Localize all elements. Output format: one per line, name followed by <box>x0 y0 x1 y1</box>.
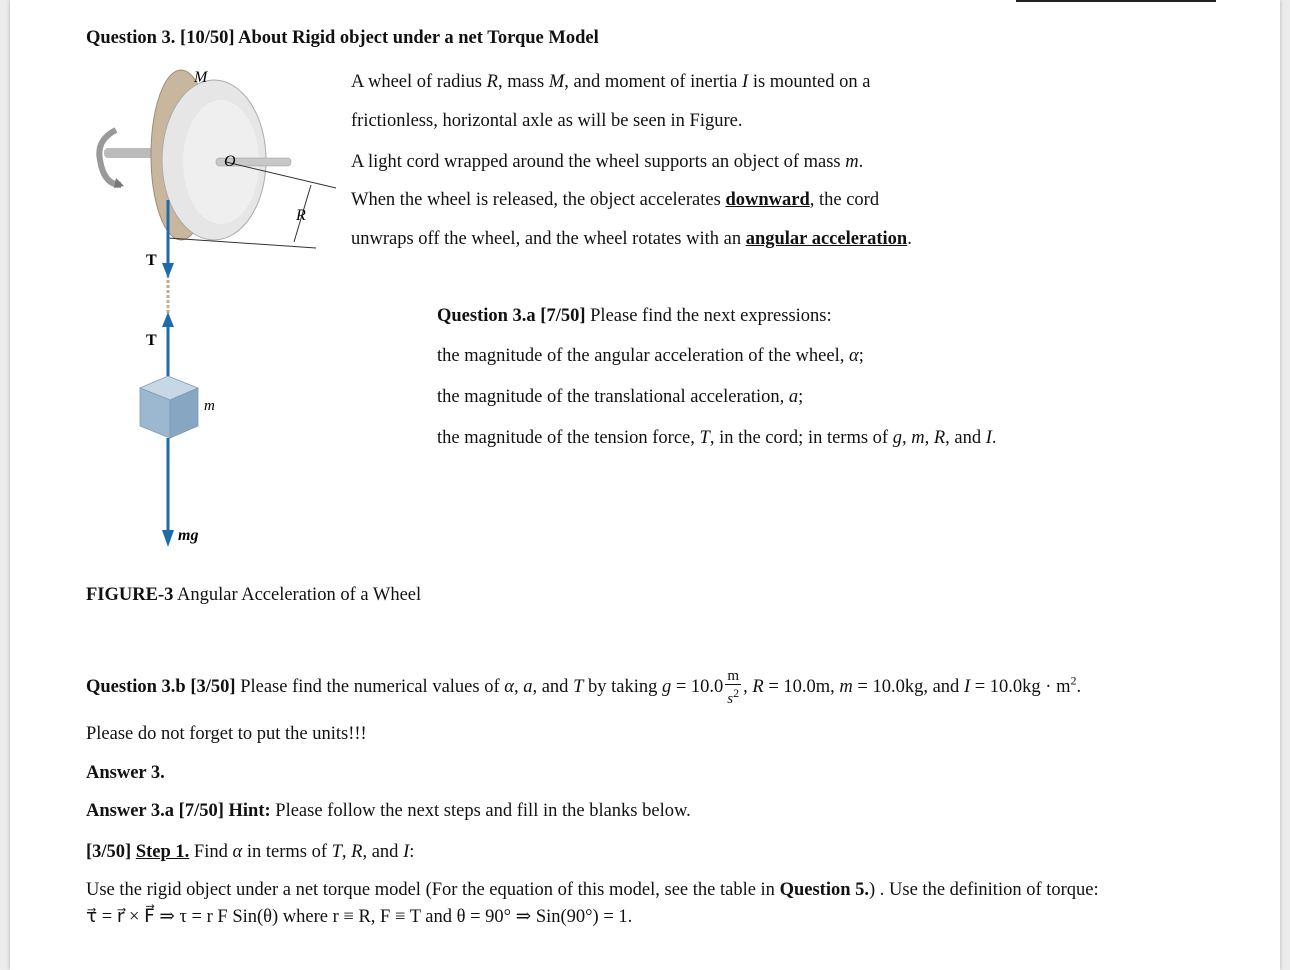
problem-line-1: A wheel of radius R, mass M, and moment of inertia I is mounted on a <box>351 72 871 92</box>
label-mg: mg <box>178 527 199 544</box>
question-a-item-2: the magnitude of the translational acceleration, a; <box>437 387 804 407</box>
label-m: m <box>204 398 215 414</box>
document-page <box>10 0 1280 970</box>
question-title: Question 3. [10/50] About Rigid object under a net Torque Model <box>86 28 599 48</box>
label-T-bottom: T <box>146 332 157 349</box>
problem-line-3: A light cord wrapped around the wheel supports an object of mass m. <box>351 152 864 172</box>
answer-title: Answer 3. <box>86 763 165 783</box>
answer-a-hint: Answer 3.a [7/50] Hint: Please follow the next steps and fill in the blanks below. <box>86 801 691 821</box>
figure-caption: FIGURE-3 Angular Acceleration of a Wheel <box>86 585 422 605</box>
question-b: Question 3.b [3/50] Please find the numerical values of α, a, and T by taking g = 10.0 $\frac{m}{s^2}$ , R = 10.0m, m = 10.0kg, and $I = 10.0kg \cdot m^2$. <box>86 668 1082 707</box>
problem-line-5: unwraps off the wheel, and the wheel rotates with an angular acceleration. <box>351 229 912 249</box>
label-T-top: T <box>146 252 157 269</box>
label-M: M <box>194 69 208 86</box>
label-O: O <box>224 153 236 170</box>
question-a-heading: Question 3.a [7/50] Please find the next expressions: <box>437 306 832 326</box>
label-R: R <box>296 207 306 224</box>
units-fraction: $\frac{m}{s^2}$ <box>727 668 740 707</box>
step-1: [3/50] Step 1. Find α in terms of T, R, and I: <box>86 842 415 862</box>
header-rule <box>1016 0 1216 2</box>
rotation-arrow <box>114 178 124 188</box>
question-a-item-3: the magnitude of the tension force, T, in the cord; in terms of g, m, R, and I. <box>437 428 997 448</box>
question-a-item-1: the magnitude of the angular acceleration of the wheel, α; <box>437 346 864 366</box>
units-reminder: Please do not forget to put the units!!! <box>86 724 367 744</box>
torque-instruction: Use the rigid object under a net torque model (For the equation of this model, see the table in Question 5.) . Use the definition of torque: <box>86 880 1099 900</box>
problem-line-4: When the wheel is released, the object accelerates downward, the cord <box>351 190 880 210</box>
torque-equation: τ⃗ = r⃗ × F⃗ ⇒ τ = r F Sin(θ) where r ≡ R, F ≡ T and θ = 90° ⇒ Sin(90°) = 1. <box>86 907 633 927</box>
wheel-figure <box>86 60 346 560</box>
problem-line-2: frictionless, horizontal axle as will be seen in Figure. <box>351 111 743 131</box>
